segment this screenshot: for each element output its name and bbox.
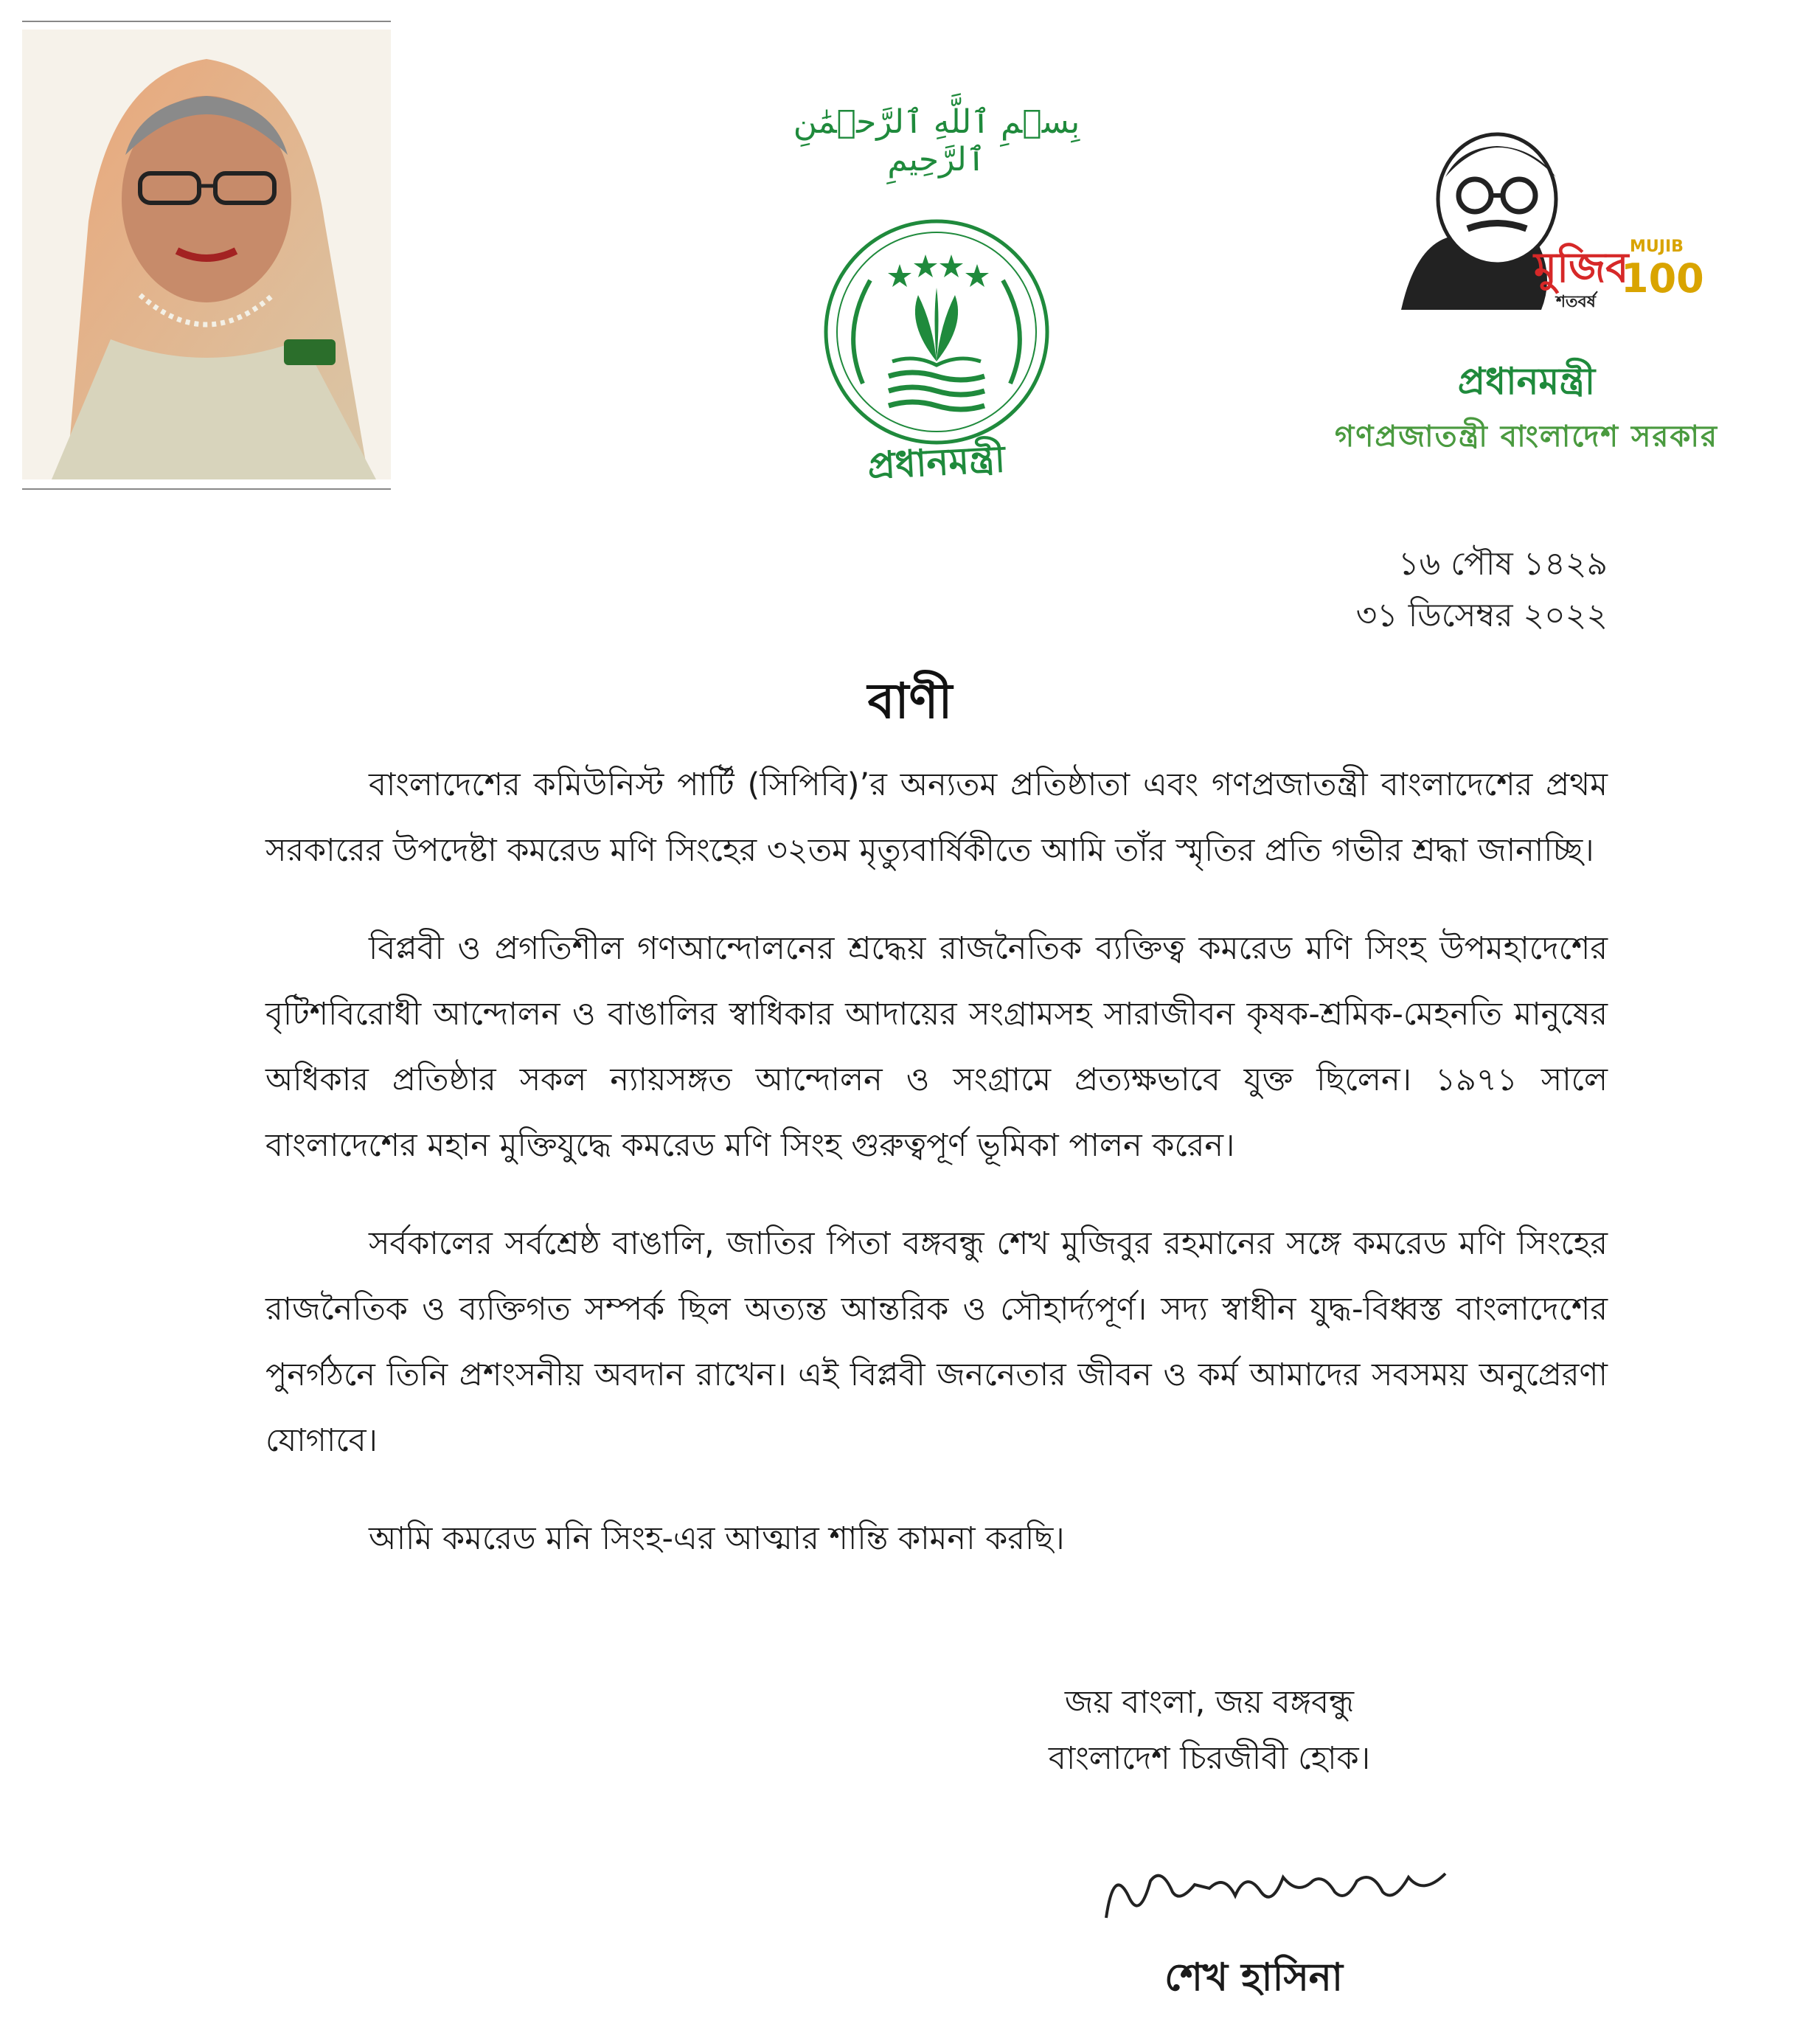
- portrait-top-rule: [22, 21, 391, 22]
- mujib-bangla-text: মুজিব: [1534, 244, 1629, 292]
- mujib-100-logo: [1386, 125, 1704, 332]
- mujib-number-text: 100: [1621, 255, 1704, 302]
- closing-line-2: বাংলাদেশ চিরজীবী হোক।: [1048, 1740, 1371, 1777]
- date-bangla: ১৬ পৌষ ১৪২৯: [1398, 545, 1608, 583]
- mujib-english-text: MUJIB: [1630, 238, 1684, 256]
- date-block: [1254, 538, 1608, 642]
- signer-name: শেখ হাসিনা: [1164, 1955, 1343, 2000]
- paragraph-1: বাংলাদেশের কমিউনিস্ট পার্টি (সিপিবি)’র অন্যতম প্রতিষ্ঠাতা এবং গণপ্রজাতন্ত্রী বাংলাদেশের প্রথম সরকারের উপদেষ্টা কমরেড মণি সিংহের ৩২তম মৃত্যুবার্ষিকীতে আমি তাঁর স্মৃতির প্রতি গভীর শ্রদ্ধা জানাচ্ছি।: [265, 766, 1608, 869]
- closing-line-1: জয় বাংলা, জয় বঙ্গবন্ধু: [1064, 1684, 1355, 1721]
- closing-lines: [951, 1674, 1468, 1787]
- office-subtitle: গণপ্রজাতন্ত্রী বাংলাদেশ সরকার: [1335, 420, 1718, 454]
- mujib-subtext: শতবর্ষ: [1556, 293, 1596, 311]
- paragraph-2: বিপ্লবী ও প্রগতিশীল গণআন্দোলনের শ্রদ্ধেয় রাজনৈতিক ব্যক্তিত্ব কমরেড মণি সিংহ উপমহাদেশের বৃটিশবিরোধী আন্দোলন ও বাঙালির স্বাধিকার আদায়ের সংগ্রামসহ সারাজীবন কৃষক-শ্রমিক-মেহনতি মানুষের অধিকার প্রতিষ্ঠার সকল ন্যায়সঙ্গত আন্দোলন ও সংগ্রামে প্রত্যক্ষভাবে যুক্ত ছিলেন। ১৯৭১ সালে বাংলাদেশের মহান মুক্তিযুদ্ধে কমরেড মণি সিংহ গুরুত্বপূর্ণ ভূমিকা পালন করেন।: [265, 930, 1608, 1164]
- handwritten-signature: [1099, 1851, 1453, 1933]
- emblem-label: প্রধানমন্ত্রী: [866, 437, 1007, 488]
- paragraph-4: আমি কমরেড মনি সিংহ-এর আত্মার শান্তি কামনা করছি।: [369, 1520, 1065, 1557]
- office-title: প্রধানমন্ত্রী: [1457, 360, 1596, 403]
- portrait-photo: [22, 30, 391, 479]
- bismillah-calligraphy: بِسۡمِ ٱللَّهِ ٱلرَّحۡمَٰنِ ٱلرَّحِيمِ: [793, 103, 1080, 179]
- date-gregorian: ৩১ ডিসেম্বর ২০২২: [1355, 597, 1608, 634]
- pm-emblem-seal: [819, 214, 1055, 450]
- portrait-bottom-rule: [22, 488, 391, 490]
- signature-scribble: [1099, 1851, 1453, 1933]
- portrait-illustration: [22, 30, 391, 479]
- emblem-icon: [819, 214, 1055, 450]
- paragraph-3: সর্বকালের সর্বশ্রেষ্ঠ বাঙালি, জাতির পিতা বঙ্গবন্ধু শেখ মুজিবুর রহমানের সঙ্গে কমরেড মণি সিংহের রাজনৈতিক ও ব্যক্তিগত সম্পর্ক ছিল অত্যন্ত আন্তরিক ও সৌহার্দ্যপূর্ণ। সদ্য স্বাধীন যুদ্ধ-বিধ্বস্ত বাংলাদেশের পুনর্গঠনে তিনি প্রশংসনীয় অবদান রাখেন। এই বিপ্লবী জননেতার জীবন ও কর্ম আমাদের সবসময় অনুপ্রেরণা যোগাবে।: [265, 1225, 1608, 1459]
- message-body: [265, 752, 1608, 1604]
- document-title: বাণী: [867, 673, 953, 730]
